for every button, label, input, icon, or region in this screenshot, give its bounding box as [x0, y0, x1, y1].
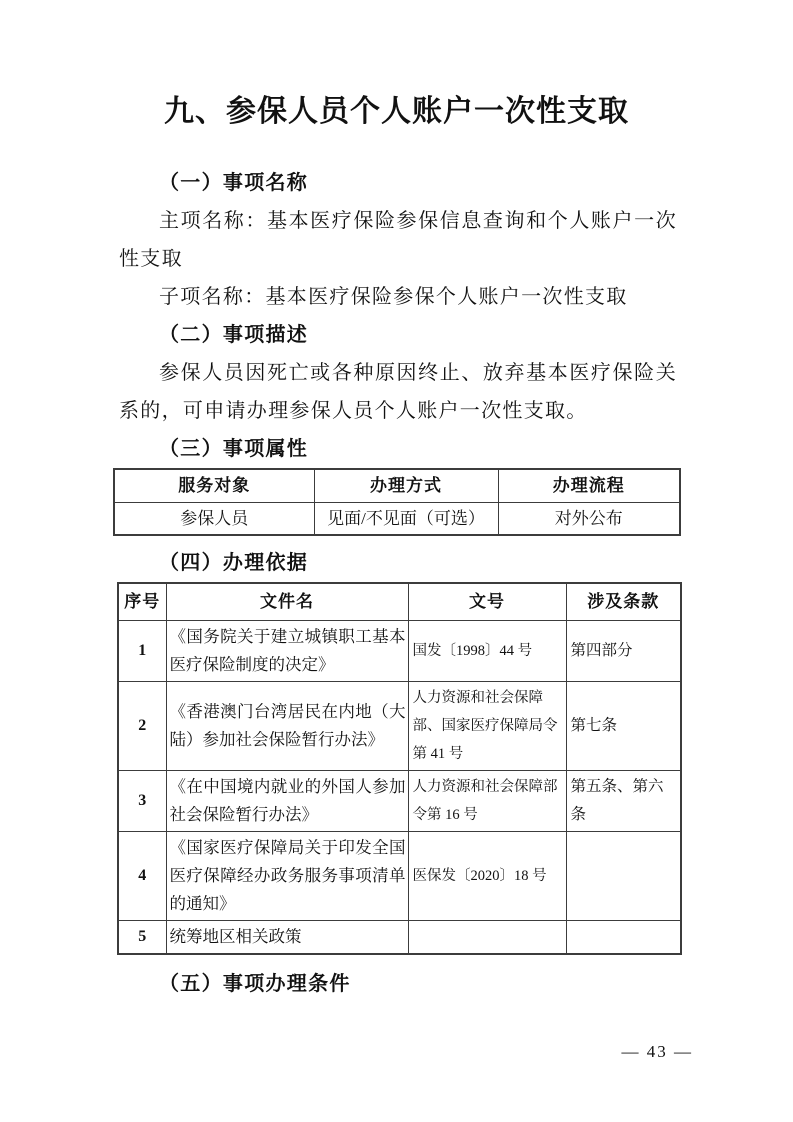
basis-table-row [118, 771, 681, 832]
paragraph-sub-item-name: 子项名称：基本医疗保险参保个人账户一次性支取 [159, 286, 628, 308]
basis-table-row [118, 832, 681, 921]
basis-header-clauses: 涉及条款 [566, 583, 681, 621]
basis-table-row [118, 921, 681, 955]
basis-cell-index: 2 [118, 682, 166, 771]
page-number: — 43 — [621, 1042, 693, 1061]
basis-table [117, 582, 682, 955]
paragraph-main-item-name: 主项名称：基本医疗保险参保信息查询和个人账户一次性支取 [119, 210, 677, 270]
attr-cell-handling-process: 对外公布 [498, 503, 680, 536]
basis-cell-index: 1 [118, 621, 166, 682]
basis-cell-clauses [566, 832, 681, 921]
basis-table-row [118, 621, 681, 682]
basis-cell-clauses: 第五条、第六条 [566, 771, 681, 832]
basis-cell-clauses: 第四部分 [566, 621, 681, 682]
section-heading-item-attributes: （三）事项属性 [159, 438, 309, 460]
basis-cell-document-number [408, 921, 566, 955]
basis-cell-index: 5 [118, 921, 166, 955]
basis-cell-document-number: 人力资源和社会保障部、国家医疗保障局令第 41 号 [408, 682, 566, 771]
basis-table-row [118, 682, 681, 771]
basis-header-index: 序号 [118, 583, 166, 621]
attribute-table [113, 468, 681, 536]
attr-header-handling-method: 办理方式 [314, 469, 498, 503]
section-heading-item-description: （二）事项描述 [159, 324, 309, 346]
basis-header-document-number: 文号 [408, 583, 566, 621]
basis-cell-clauses [566, 921, 681, 955]
basis-cell-index: 3 [118, 771, 166, 832]
basis-cell-index: 4 [118, 832, 166, 921]
page-title: 九、参保人员个人账户一次性支取 [164, 95, 629, 128]
basis-cell-document-name: 《国家医疗保障局关于印发全国医疗保障经办政务服务事项清单的通知》 [166, 832, 408, 921]
section-heading-item-name: （一）事项名称 [159, 172, 309, 194]
basis-cell-document-number: 国发〔1998〕44 号 [408, 621, 566, 682]
attr-cell-handling-method: 见面/不见面（可选） [314, 503, 498, 536]
basis-cell-document-name: 统筹地区相关政策 [166, 921, 408, 955]
attribute-table-header-row [114, 469, 680, 503]
section-heading-legal-basis: （四）办理依据 [159, 552, 309, 574]
basis-cell-document-number: 人力资源和社会保障部令第 16 号 [408, 771, 566, 832]
basis-cell-document-number: 医保发〔2020〕18 号 [408, 832, 566, 921]
document-body [119, 164, 677, 1003]
basis-header-document-name: 文件名 [166, 583, 408, 621]
attribute-table-row [114, 503, 680, 536]
basis-cell-document-name: 《香港澳门台湾居民在内地（大陆）参加社会保险暂行办法》 [166, 682, 408, 771]
basis-cell-clauses: 第七条 [566, 682, 681, 771]
basis-cell-document-name: 《国务院关于建立城镇职工基本医疗保险制度的决定》 [166, 621, 408, 682]
section-heading-handling-conditions: （五）事项办理条件 [159, 973, 351, 995]
attr-header-handling-process: 办理流程 [498, 469, 680, 503]
basis-cell-document-name: 《在中国境内就业的外国人参加社会保险暂行办法》 [166, 771, 408, 832]
attr-cell-service-target: 参保人员 [114, 503, 314, 536]
paragraph-item-description: 参保人员因死亡或各种原因终止、放弃基本医疗保险关系的，可申请办理参保人员个人账户一次性支取。 [119, 362, 677, 422]
attr-header-service-target: 服务对象 [114, 469, 314, 503]
basis-table-header-row [118, 583, 681, 621]
